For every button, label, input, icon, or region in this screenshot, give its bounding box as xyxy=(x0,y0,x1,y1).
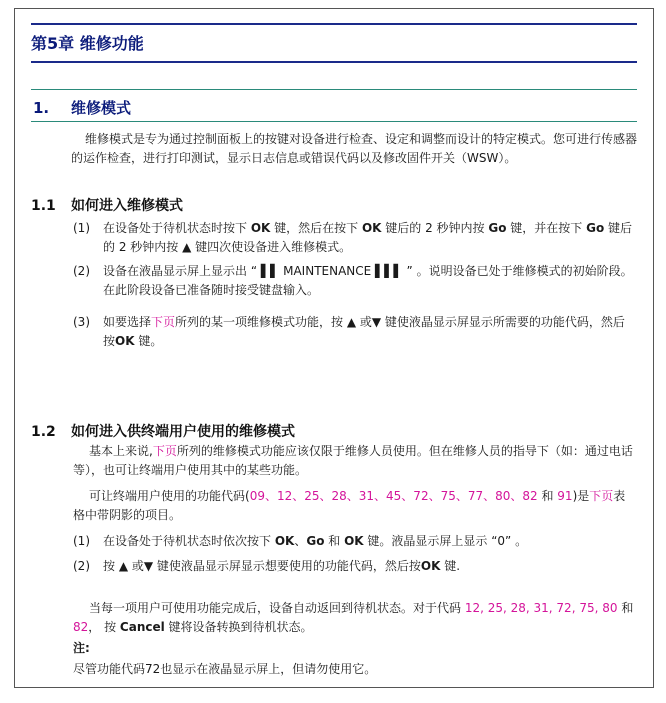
note-text: 尽管功能代码72也显示在液晶显示屏上，但请勿使用它。 xyxy=(73,662,377,676)
item-text: 在设备处于待机状态时依次按下 OK、Go 和 OK 键。液晶显示屏上显示 “0” 。 xyxy=(103,534,528,548)
item-number: (2) xyxy=(73,264,90,278)
list-item xyxy=(73,557,633,576)
item-number: (1) xyxy=(73,221,90,235)
item-number: (3) xyxy=(73,315,90,329)
subsection-1-2-para-1: 基本上来说,下页所列的维修模式功能应该仅限于维修人员使用。但在维修人员的指导下（如：通过电话等），也可让终端用户使用其中的某些功能。 xyxy=(73,444,633,477)
item-text: 按 ▲ 或▼ 键使液晶显示屏显示想要使用的功能代码，然后按OK 键. xyxy=(103,559,461,573)
section-1-rule xyxy=(31,121,637,122)
subsection-1-1-number: 1.1 xyxy=(31,198,56,214)
item-number: (2) xyxy=(73,559,90,573)
section-1-heading xyxy=(33,97,131,118)
next-page-link[interactable]: 下页 xyxy=(151,315,176,329)
subsection-1-1-title: 如何进入维修模式 xyxy=(71,198,183,214)
section-1-title: 维修模式 xyxy=(71,99,132,117)
next-page-link[interactable]: 下页 xyxy=(589,489,614,503)
list-item xyxy=(73,219,633,257)
section-rule xyxy=(31,89,637,90)
subsection-1-2-heading xyxy=(31,421,295,441)
cancel-codes: 12, 25, 28, 31, 72, 75, 80 xyxy=(464,601,618,615)
list-item xyxy=(73,532,633,551)
list-item xyxy=(73,313,633,351)
manual-page xyxy=(14,8,654,688)
top-rule xyxy=(31,23,637,25)
item-text: 如要选择下页所列的某一项维修模式功能，按 ▲ 或▼ 键使液晶显示屏显示所需要的功能代码，然后按OK 键。 xyxy=(103,315,625,348)
next-page-link[interactable]: 下页 xyxy=(152,444,177,458)
subsection-1-2-para-3: 当每一项用户可使用功能完成后，设备自动返回到待机状态。对于代码 12, 25, 28, 31, 72, 75, 80 和 82， 按 Cancel 键将设备转换到待机状态。 xyxy=(73,601,634,634)
subsection-1-2-title: 如何进入供终端用户使用的维修模式 xyxy=(71,424,295,440)
item-text: 在设备处于待机状态时按下 OK 键，然后在按下 OK 键后的 2 秒钟内按 Go 键，并在按下 Go 键后的 2 秒钟内按 ▲ 键四次使设备进入维修模式。 xyxy=(103,221,633,254)
subsection-1-2-para-2: 可让终端用户使用的功能代码(09、12、25、28、31、45、72、75、77、80、82 和 91)是下页表格中带阴影的项目。 xyxy=(73,489,626,522)
section-1-intro: 维修模式是专为通过控制面板上的按键对设备进行检查、设定和调整而设计的特定模式。您可进行传感器的运作检查，进行打印测试，显示日志信息或错误代码以及修改固件开关（WSW）。 xyxy=(71,132,638,165)
note-label: 注: xyxy=(73,641,90,655)
list-item xyxy=(73,262,633,300)
subsection-1-2-number: 1.2 xyxy=(31,424,56,440)
item-text: 设备在液晶显示屏上显示出 “ ▌▌ MAINTENANCE ▌▌▌ ” 。说明设备已处于维修模式的初始阶段。在此阶段设备已准备随时接受键盘输入。 xyxy=(103,264,633,297)
item-number: (1) xyxy=(73,534,90,548)
section-1-number: 1. xyxy=(33,99,50,117)
chapter-title: 第5章 维修功能 xyxy=(31,34,144,53)
cancel-key-label: Cancel xyxy=(119,620,165,634)
user-function-codes: 09、12、25、28、31、45、72、75、77、80、82 xyxy=(249,489,538,503)
subsection-1-1-heading xyxy=(31,195,183,215)
chapter-rule xyxy=(31,61,637,63)
